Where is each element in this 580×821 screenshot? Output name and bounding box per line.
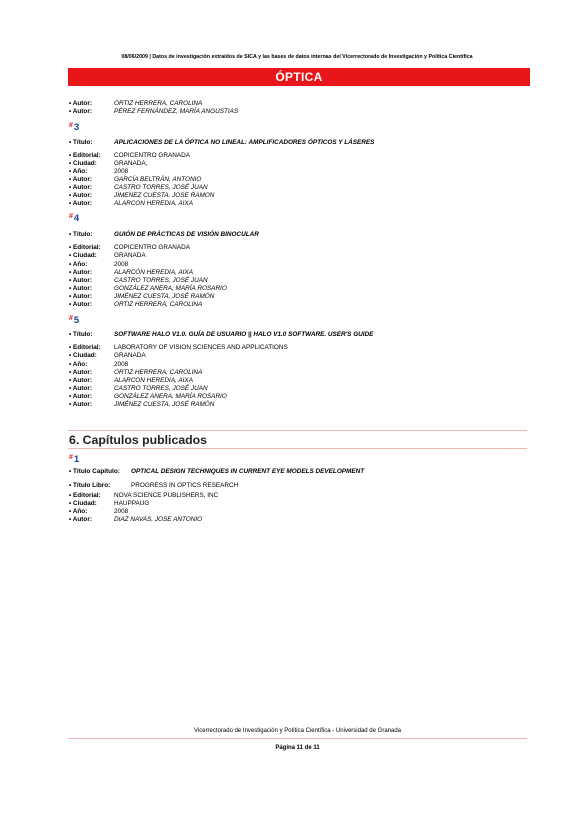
author-value: PÉREZ FERNÁNDEZ, MARÍA ANGUSTIAS [114,108,239,115]
hash-icon: # [69,454,73,461]
editorial-value: LABORATORY OF VISION SCIENCES AND APPLICATIONS [114,344,288,351]
year-value: 2008 [114,168,129,175]
hash-icon: # [69,315,73,322]
author-label: • Autor: [69,192,92,199]
author-label: • Autor: [69,108,92,115]
author-label: • Autor: [69,176,92,183]
page-number: Página 11 de 11 [275,745,320,751]
author-label: • Autor: [69,393,92,400]
title-label: • Título: [69,331,93,338]
author-label: • Autor: [69,200,92,207]
author-label: • Autor: [69,184,92,191]
entry-number: #5 [69,315,80,326]
title-label: • Título: [69,231,93,238]
editorial-value: NOVA SCIENCE PUBLISHERS, INC [114,492,219,499]
book-title-value: PROGRESS IN OPTICS RESEARCH [131,482,239,489]
author-value: GARCÍA BELTRÁN, ANTONIO [114,176,202,183]
year-label: • Año: [69,261,88,268]
footer-text: Vicerrectorado de Investigación y Política Científica - Universidad de Granada [194,728,401,734]
editorial-label: • Editorial: [69,244,101,251]
city-value: HAUPPAUG [114,500,150,507]
author-label: • Autor: [69,293,92,300]
city-label: • Ciudad: [69,252,97,259]
author-label: • Autor: [69,369,92,376]
author-value: JIMÉNEZ CUESTA, JOSÉ RAMÓN [114,401,215,408]
editorial-label: • Editorial: [69,492,101,499]
author-value: ALARCON HEREDIA, AIXA [114,200,193,207]
city-value: GRANADA [114,352,146,359]
entry-number: #4 [69,213,80,224]
title-value: GUIÓN DE PRÁCTICAS DE VISIÓN BINOCULAR [114,231,259,238]
author-value: DIAZ NAVAS, JOSE ANTONIO [114,516,203,523]
year-label: • Año: [69,361,88,368]
page-header: 08/06/2009 | Datos de investigación extraídos de SICA y las bases de datos internas del Vicerrectorado de Investigación y Política Científica [121,54,473,60]
editorial-value: COPICENTRO GRANADA [114,152,190,159]
year-value: 2008 [114,508,129,515]
author-value: ALARCON HEREDIA, AIXA [114,377,193,384]
section-rule [68,448,527,449]
year-value: 2008 [114,361,129,368]
author-value: CASTRO TORRES, JOSÉ JUAN [114,184,208,191]
editorial-label: • Editorial: [69,344,101,351]
editorial-label: • Editorial: [69,152,101,159]
author-label: • Autor: [69,285,92,292]
author-label: • Autor: [69,277,92,284]
author-label: • Autor: [69,377,92,384]
hash-icon: # [69,122,73,129]
city-label: • Ciudad: [69,500,97,507]
year-label: • Año: [69,508,88,515]
city-value: GRANADA, [114,160,148,167]
book-title-label: • Título Libro: [69,482,111,489]
author-value: CASTRO TORRES, JOSÉ JUAN [114,385,208,392]
title-label: • Título: [69,139,93,146]
entry-number: #3 [69,122,80,133]
author-label: • Autor: [69,385,92,392]
editorial-value: COPICENTRO GRANADA [114,244,190,251]
author-value: JIMÉNEZ CUESTA, JOSÉ RAMÓN [114,293,215,300]
author-value: ALARCÓN HEREDIA, AIXA [114,269,193,276]
author-value: ORTIZ HERRERA, CAROLINA [114,301,203,308]
author-value: ORTIZ HERRERA, CAROLINA [114,100,203,107]
chapter-title-label: • Título Capítulo: [69,468,120,475]
author-value: GONZÁLEZ ANERA, MARÍA ROSARIO [114,285,227,292]
chapter-title-value: OPTICAL DESIGN TECHNIQUES IN CURRENT EYE MODELS DEVELOPMENT [131,468,365,475]
footer-rule [68,738,527,739]
hash-icon: # [69,213,73,220]
section-rule [68,430,527,431]
author-label: • Autor: [69,516,92,523]
author-label: • Autor: [69,401,92,408]
city-value: GRANADA [114,252,146,259]
section-title: ÓPTICA [68,68,530,86]
author-label: • Autor: [69,269,92,276]
entry-number: #1 [69,454,80,465]
year-value: 2008 [114,261,129,268]
author-value: GONZÁLEZ ANERA, MARÍA ROSARIO [114,393,227,400]
city-label: • Ciudad: [69,352,97,359]
author-value: CASTRO TORRES, JOSÉ JUAN [114,277,208,284]
chapters-heading: 6. Capítulos publicados [69,433,208,447]
author-value: ORTIZ HERRERA, CAROLINA [114,369,203,376]
title-value: APLICACIONES DE LA ÓPTICA NO LINEAL: AMPLIFICADORES ÓPTICOS Y LÁSERES [114,139,375,146]
author-value: JIMENEZ CUESTA, JOSE RAMON [114,192,215,199]
title-value: SOFTWARE HALO V1.0. GUÍA DE USUARIO || HALO V1.0 SOFTWARE. USER'S GUIDE [114,331,374,338]
city-label: • Ciudad: [69,160,97,167]
author-label: • Autor: [69,301,92,308]
author-label: • Autor: [69,100,92,107]
year-label: • Año: [69,168,88,175]
